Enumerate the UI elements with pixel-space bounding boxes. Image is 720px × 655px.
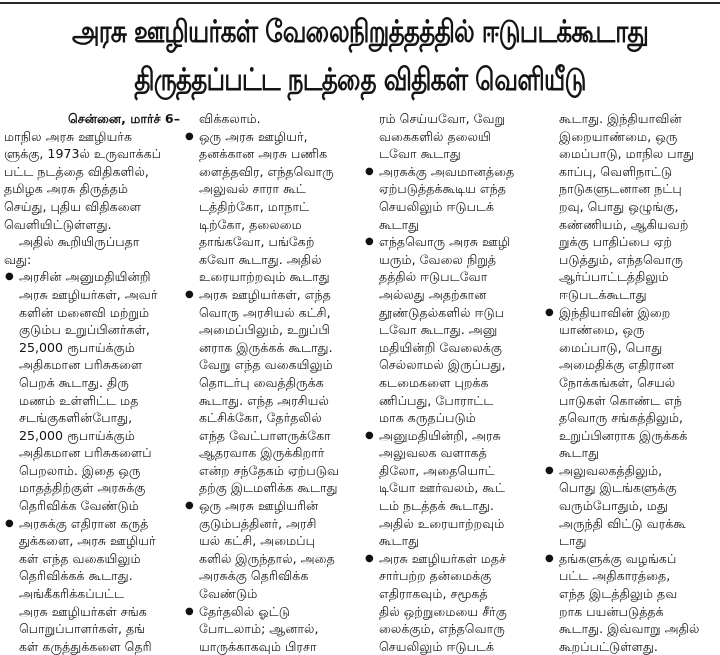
text-line: தில் ஒற்றுமையை சீர்கு: [379, 603, 507, 619]
bullet-line: சென்னை, மார்ச் 6–: [68, 111, 180, 126]
text-line: வேண்டும்: [199, 586, 258, 602]
text-line: தமிழக அரசு திருத்தம்: [4, 181, 129, 197]
text-line: டத்திற்கோ, மாநாட்: [199, 198, 310, 214]
text-line: அரசுக்கு தெரிவிக்க: [199, 568, 309, 584]
text-line: வேறு எந்த வகையிலும்: [199, 357, 333, 373]
bullet-line: ● ஒரு அரசு ஊழியரின்: [184, 497, 360, 515]
text-line: தெரிவிக்கக் கூடாது.: [19, 568, 133, 584]
text-line: ஆர்ப்பாட்டத்திலும்: [559, 269, 669, 285]
text-line: நாடுகளுடனான நட்பு: [559, 181, 682, 197]
text-line: பட்ட அதிகாரத்தை,: [559, 568, 671, 584]
text-line: தொடர்பு வைத்திருக்க: [199, 374, 324, 390]
text-line: றவு, பொது ஒழுங்கு,: [559, 198, 679, 214]
text-line: ளுக்கு, 1973ல் உருவாக்கப்: [4, 146, 162, 162]
bullet-line: ● தேர்தலில் ஓட்டு: [184, 603, 360, 621]
text-line: அமைப்பிலும், உறுப்பி: [199, 322, 330, 338]
text-line: கூடாது. இந்தியாவின்: [559, 111, 682, 126]
text-line: களின் மனைவி மற்றும்: [19, 304, 150, 320]
text-line: கூடாது: [559, 445, 600, 461]
text-line: ஏற்படுத்தக்கூடிய எந்த: [379, 181, 507, 197]
text-line: எதிராகவும், சமூகத்: [379, 586, 488, 602]
text-line: யல் கட்சி, அமைப்பு: [199, 533, 315, 549]
text-line: அதிகமான பரிசுகளைப்: [19, 445, 152, 461]
bullet-line: ● ஒரு அரசு ஊழியர்,: [184, 128, 360, 146]
text-line: கூடாது. இவ்வாறு அதில்: [559, 621, 700, 637]
text-line: இறையாண்மை, ஒரு: [559, 128, 678, 144]
text-line: திலோ, அதையொட்: [379, 462, 495, 478]
bullet-line: ● அரசு ஊழியர்கள், எந்த: [184, 286, 360, 304]
text-line: ஆதரவாக இருக்கிறார்: [199, 445, 325, 461]
text-line: எந்த இடத்திலும் தவ: [559, 586, 678, 602]
bullet-line: ● அரசுக்கு எதிரான கருத்: [4, 515, 180, 533]
text-line: தனக்கான அரசு பணிக: [199, 146, 328, 162]
top-rule: [0, 2, 720, 4]
text-line: அல்லது அதற்கான: [379, 286, 487, 302]
text-line: களில் இருந்தால், அதை: [199, 550, 335, 566]
text-line: கூடாது. எந்த அரசியல்: [199, 392, 329, 408]
text-line: ணிப்பது, போராட்ட: [379, 392, 494, 408]
text-line: அரசு ஊழியர்கள், அவர்: [19, 286, 158, 302]
text-line: விக்கலாம்.: [199, 111, 261, 126]
text-line: கூடாது: [379, 216, 420, 232]
text-line: குடும்ப உறுப்பினர்கள்,: [19, 322, 150, 338]
text-line: ஈடுபடக்கூடாது: [559, 286, 647, 302]
text-line: தூண்டுதல்களில் ஈடுப: [379, 304, 505, 320]
text-line: டம் நடத்தக் கூடாது.: [379, 498, 494, 514]
text-line: சடங்குகளின்போது,: [19, 410, 133, 426]
text-line: தாங்கவோ, பங்கேற்: [199, 234, 315, 250]
text-line: படுத்தும், எந்தவொரு: [559, 251, 684, 267]
text-line: பெறலாம். இதை ஒரு: [19, 462, 141, 478]
text-line: மாநில அரசு ஊழியர்க: [4, 128, 133, 144]
text-line: அதில் கூறியிருப்பதா: [19, 234, 140, 250]
text-line: 25,000 ரூபாய்க்கும்: [19, 339, 135, 355]
bullet-line: ● அரசின் அனுமதியின்றி: [4, 268, 180, 286]
article-column-3: [364, 110, 540, 654]
text-line: கூடாது: [379, 533, 420, 549]
text-line: மணம் உள்ளிட்ட மத: [19, 392, 139, 408]
text-line: டிற்கோ, தலைமை: [199, 216, 302, 232]
text-line: மாதத்திற்குள் அரசுக்கு: [19, 480, 146, 496]
headline-line-1: அரசு ஊழியர்கள் வேலைநிறுத்தத்தில் ஈடுபடக்கூடாது: [72, 14, 649, 50]
article-column-2: [184, 110, 360, 654]
text-line: அங்கீகரிக்கப்பட்ட: [19, 586, 125, 602]
text-line: மைப்பாடு, மாநில பாது: [559, 146, 695, 162]
headline-line-2: திருத்தப்பட்ட நடத்தை விதிகள் வெளியீடு: [134, 62, 586, 98]
bullet-line: ● இந்தியாவின் இறை: [544, 304, 716, 322]
text-line: உரையாற்றவும் கூடாது: [199, 269, 330, 285]
text-line: செயலிலும் ஈடுபடக்: [379, 638, 495, 654]
text-line: அரசு ஊழியர்கள் சங்க: [19, 603, 147, 619]
text-line: டவோ கூடாது: [379, 146, 461, 162]
text-line: பொறுப்பாளர்கள், தங்: [19, 621, 146, 637]
text-line: மதியின்றி வேலைக்கு: [379, 339, 502, 355]
bullet-line: ● அரசு ஊழியர்கள் மதச்: [364, 550, 540, 568]
text-line: பட்ட நடத்தை விதிகளில்,: [4, 163, 149, 179]
text-line: கள் கருத்துக்களை தெரி: [19, 638, 152, 654]
text-line: செய்து, புதிய விதிகளை: [4, 198, 141, 214]
text-line: அதில் உரையாற்றவும்: [379, 515, 505, 531]
bullet-line: ● தங்களுக்கு வழங்கப்: [544, 550, 716, 568]
text-line: கவோ கூடாது. அதில்: [199, 251, 322, 267]
text-line: கள் எந்த வகையிலும்: [19, 550, 141, 566]
text-line: அமைதிக்கு எதிரான: [559, 357, 674, 373]
text-line: மாக கருதப்படும்: [379, 410, 476, 426]
bullet-line: ● அனுமதியின்றி, அரசு: [364, 427, 540, 445]
bullet-line: ● அலுவலகத்திலும்,: [544, 462, 716, 480]
text-line: மைப்பாடு, பொது: [559, 339, 663, 355]
text-line: போடலாம்; ஆனால்,: [199, 621, 319, 637]
article-column-4: [544, 110, 716, 654]
text-line: பெறக் கூடாது. திரு: [19, 374, 129, 390]
text-line: வரும்போதும், மது: [559, 498, 668, 514]
text-line: ரம் செய்யவோ, வேறு: [379, 111, 506, 126]
text-line: லைக்கும், எந்தவொரு: [379, 621, 505, 637]
text-line: கடமைகளை புறக்க: [379, 374, 489, 390]
text-line: பொது இடங்களுக்கு: [559, 480, 677, 496]
text-line: அருந்தி விட்டு வரக்கூ: [559, 515, 686, 531]
text-line: வொரு அரசியல் கட்சி,: [199, 304, 331, 320]
text-line: வகைகளில் தலையி: [379, 128, 491, 144]
bullet-line: ● அரசுக்கு அவமானத்தை: [364, 163, 540, 181]
text-line: அலுவலக வளாகத்: [379, 445, 487, 461]
text-line: எந்த வேட்பாளருக்கோ: [199, 427, 331, 443]
bullet-line: ● எந்தவொரு அரசு ஊழி: [364, 233, 540, 251]
text-line: டவோ கூடாது. அனு: [379, 322, 498, 338]
article-column-1: [4, 110, 180, 654]
text-line: ளைத்தவிர, எந்தவொரு: [199, 163, 334, 179]
text-line: கூறப்பட்டுள்ளது.: [559, 638, 658, 654]
text-line: அலுவல் சாரா கூட்: [199, 181, 306, 197]
text-line: தெரிவிக்க வேண்டும்: [19, 498, 139, 514]
text-line: கண்ணியம், ஆகியவற்: [559, 216, 689, 232]
text-line: தவொரு சங்கத்திலும்,: [559, 410, 684, 426]
text-line: தற்கு இடமளிக்க கூடாது: [199, 480, 338, 496]
text-line: னராக இருக்கக் கூடாது.: [199, 339, 333, 355]
text-line: நோக்கங்கள், செயல்: [559, 374, 676, 390]
text-line: குடும்பத்தினர், அரசி: [199, 515, 317, 531]
text-line: என்ற சந்தேகம் ஏற்படுவ: [199, 462, 340, 478]
text-line: யாண்மை, ஒரு: [559, 322, 645, 338]
text-line: வெளியிட்டுள்ளது.: [4, 216, 112, 232]
text-line: 25,000 ரூபாய்க்கும்: [19, 427, 135, 443]
text-line: அதிகமான பரிசுகளை: [19, 357, 143, 373]
text-line: துக்களை, அரசு ஊழியர்: [19, 533, 156, 549]
text-line: உறுப்பினராக இருக்கக்: [559, 427, 688, 443]
text-line: டாது: [559, 533, 587, 549]
text-line: வது:: [4, 251, 32, 267]
text-line: றுக்கு பாதிப்பை ஏற்: [559, 234, 673, 250]
text-line: காப்பு, வெளிநாட்டு: [559, 163, 673, 179]
text-line: பாடுகள் கொண்ட எந்: [559, 392, 683, 408]
text-line: டியோ ஊர்வலம், கூட்: [379, 480, 506, 496]
text-line: றாக பயன்படுத்தக்: [559, 603, 664, 619]
text-line: யாருக்காகவும் பிரசா: [199, 638, 317, 654]
text-line: சார்பற்ற தன்மைக்கு: [379, 568, 492, 584]
text-line: தத்தில் ஈடுபடவோ: [379, 269, 488, 285]
text-line: யரும், வேலை நிறுத்: [379, 251, 497, 267]
text-line: செயலிலும் ஈடுபடக்: [379, 198, 495, 214]
text-line: செல்லாமல் இருப்பது,: [379, 357, 506, 373]
text-line: கட்சிக்கோ, தேர்தலில்: [199, 410, 322, 426]
